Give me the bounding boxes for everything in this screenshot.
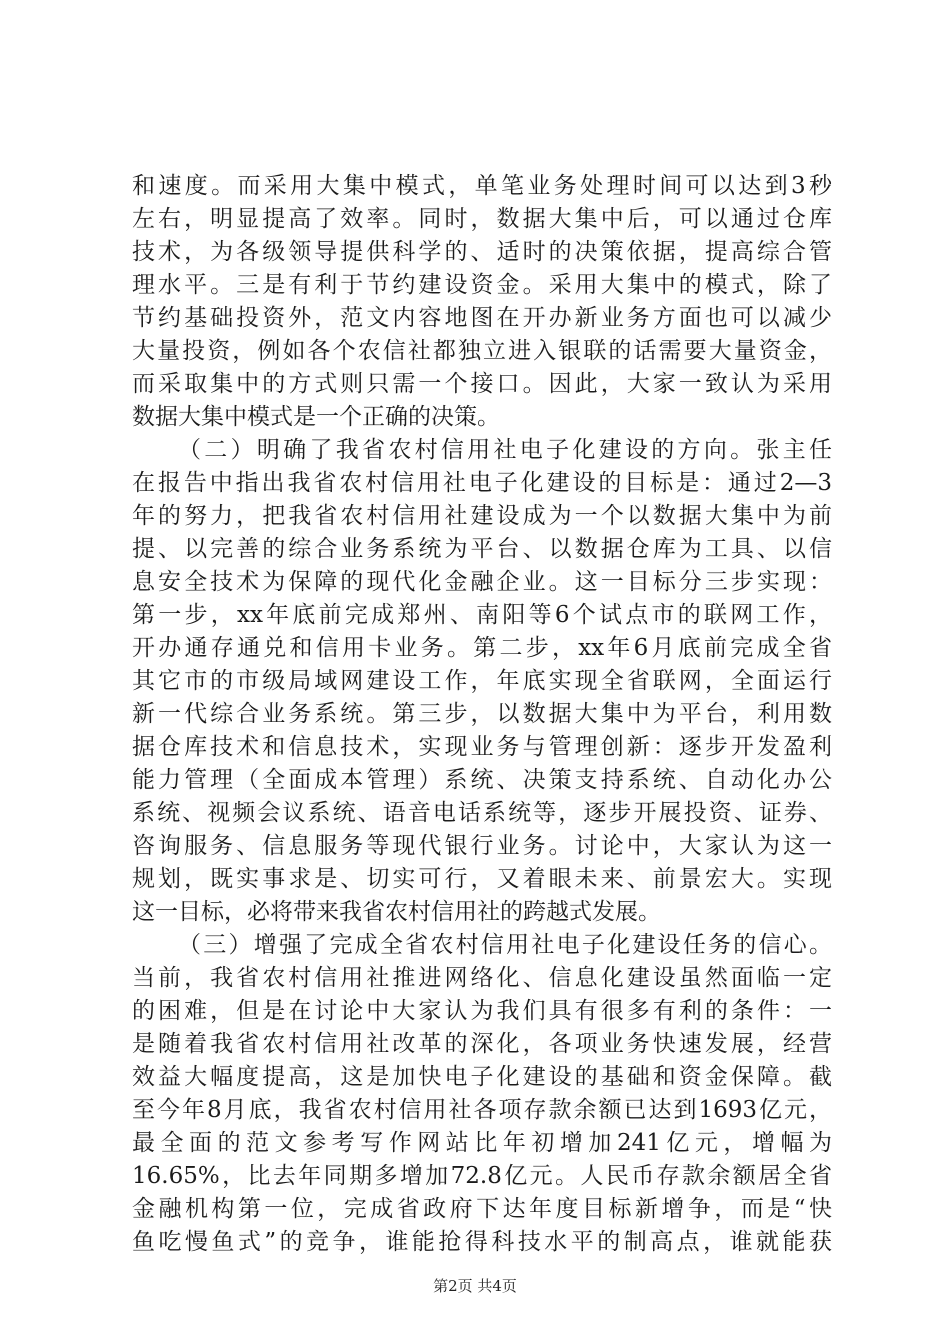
text-line: 至今年8月底，我省农村信用社各项存款余额已达到1693亿元， [132,1097,832,1123]
text-line: 的困难，但是在讨论中大家认为我们具有很多有利的条件：一 [132,998,832,1024]
text-line: 能力管理（全面成本管理）系统、决策支持系统、自动化办公 [132,767,832,793]
text-line: 咨询服务、信息服务等现代银行业务。讨论中，大家认为这一 [132,833,832,859]
text-line: 系统、视频会议系统、语音电话系统等，逐步开展投资、证券、 [132,800,832,826]
text-line: 开办通存通兑和信用卡业务。第二步，xx年6月底前完成全省 [132,635,832,661]
text-line: 第一步，xx年底前完成郑州、南阳等6个试点市的联网工作， [132,602,832,628]
text-line: 新一代综合业务系统。第三步，以数据大集中为平台，利用数 [132,701,832,727]
page-number-footer: 第2页 共4页 [433,1277,517,1295]
text-line: 其它市的市级局域网建设工作，年底实现全省联网，全面运行 [132,668,832,694]
text-line: 数据大集中模式是一个正确的决策。 [132,404,500,430]
text-line: 提、以完善的综合业务系统为平台、以数据仓库为工具、以信 [132,536,832,562]
text-line: 是随着我省农村信用社改革的深化，各项业务快速发展，经营 [132,1031,832,1057]
text-line: 技术，为各级领导提供科学的、适时的决策依据，提高综合管 [132,239,832,265]
text-line: 16.65%，比去年同期多增加72.8亿元。人民币存款余额居全省 [132,1163,832,1189]
text-line: 效益大幅度提高，这是加快电子化建设的基础和资金保障。截 [132,1064,832,1090]
text-line: 大量投资，例如各个农信社都独立进入银联的话需要大量资金， [132,338,832,364]
text-line: 据仓库技术和信息技术，实现业务与管理创新：逐步开发盈利 [132,734,832,760]
text-line: 节约基础投资外，范文内容地图在开办新业务方面也可以减少 [132,305,832,331]
text-line: 年的努力，把我省农村信用社建设成为一个以数据大集中为前 [132,503,832,529]
text-line: 金融机构第一位，完成省政府下达年度目标新增争，而是“快 [132,1196,832,1222]
text-line: 而采取集中的方式则只需一个接口。因此，大家一致认为采用 [132,371,832,397]
paragraph-start-line: （二）明确了我省农村信用社电子化建设的方向。张主任 [178,437,832,463]
text-line: 在报告中指出我省农村信用社电子化建设的目标是：通过2—3 [132,470,832,496]
text-line: 规划，既实事求是、切实可行，又着眼未来、前景宏大。实现 [132,866,832,892]
text-line: 最全面的范文参考写作网站比年初增加241亿元，增幅为 [132,1130,832,1156]
paragraph-start-line: （三）增强了完成全省农村信用社电子化建设任务的信心。 [178,932,832,958]
text-line: 息安全技术为保障的现代化金融企业。这一目标分三步实现： [132,569,832,595]
text-line: 鱼吃慢鱼式”的竞争，谁能抢得科技水平的制高点，谁就能获 [132,1229,832,1255]
text-line: 左右，明显提高了效率。同时，数据大集中后，可以通过仓库 [132,206,832,232]
text-line: 当前，我省农村信用社推进网络化、信息化建设虽然面临一定 [132,965,832,991]
text-line: 理水平。三是有利于节约建设资金。采用大集中的模式，除了 [132,272,832,298]
text-line: 和速度。而采用大集中模式，单笔业务处理时间可以达到3秒 [132,173,832,199]
text-line: 这一目标，必将带来我省农村信用社的跨越式发展。 [132,899,661,925]
document-body [132,170,832,1259]
